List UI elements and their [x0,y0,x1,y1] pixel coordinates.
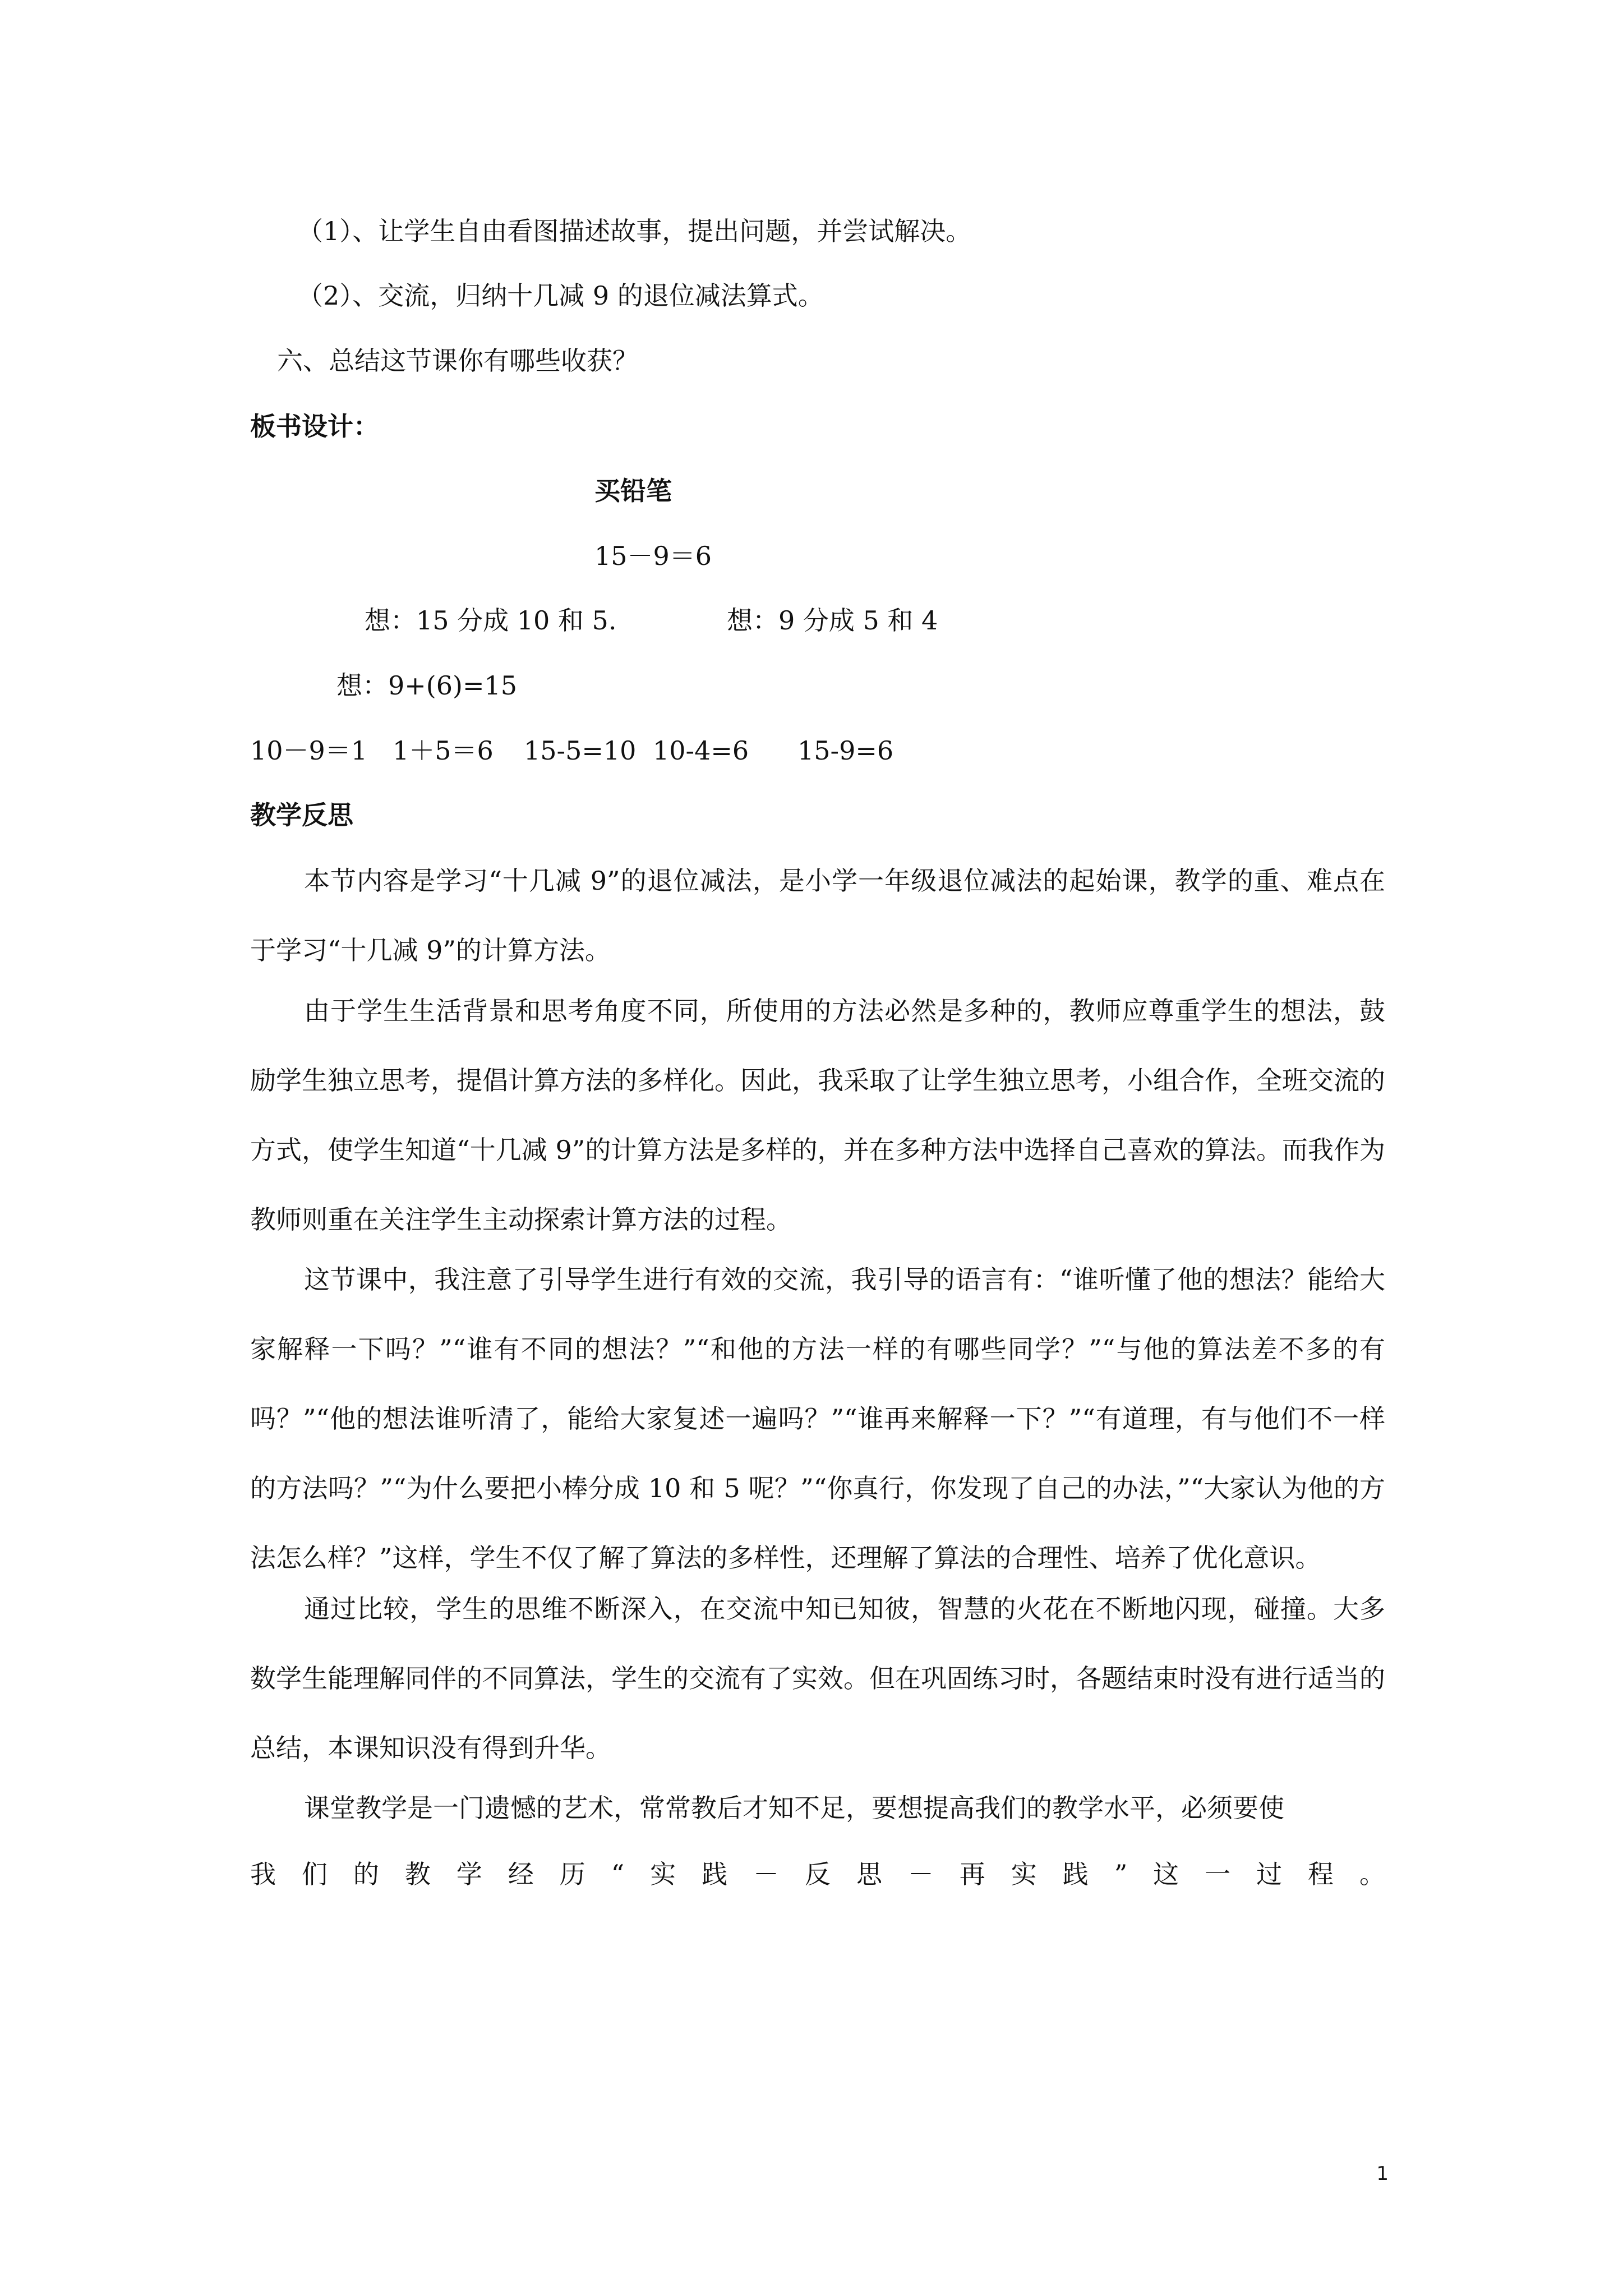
reflection-paragraph-3: 这节课中，我注意了引导学生进行有效的交流，我引导的语言有：“谁听懂了他的想法？能给大家解释一下吗？”“谁有不同的想法？”“和他的方法一样的有哪些同学？”“与他的算法差不多的有吗？”“他的想法谁听清了，能给大家复述一遍吗？”“谁再来解释一下？”“有道理，有与他们不一样的方法吗？”“为什么要把小棒分成 10 和 5 呢？”“你真行，你发现了自己的办法，”“大家认为他的方法怎么样？”这样，学生不仅了解了算法的多样性，还理解了算法的合理性、培养了优化意识。 [250,1264,1385,1573]
board-title: 买铅笔 [594,476,672,506]
calc-item: 1＋5＝6 [393,735,494,766]
board-think-add: 想：9+(6)=15 [336,670,518,701]
reflection-paragraph-4: 通过比较，学生的思维不断深入，在交流中知已知彼，智慧的火花在不断地闪现，碰撞。大多数学生能理解同伴的不同算法，学生的交流有了实效。但在巩固练习时，各题结束时没有进行适当的总结，本课知识没有得到升华。 [250,1594,1385,1763]
board-think-right: 想：9 分成 5 和 4 [727,605,938,636]
step-2: （2）、交流，归纳十几减 9 的退位减法算式。 [297,280,824,311]
step-1: （1）、让学生自由看图描述故事，提出问题，并尝试解决。 [297,216,972,246]
reflection-paragraph-2: 由于学生生活背景和思考角度不同，所使用的方法必然是多种的，教师应尊重学生的想法，鼓励学生独立思考，提倡计算方法的多样化。因此，我采取了让学生独立思考，小组合作，全班交流的方式，使学生知道“十几减 9”的计算方法是多样的，并在多种方法中选择自己喜欢的算法。而我作为教师则重在关注学生主动探索计算方法的过程。 [250,996,1385,1235]
reflection-paragraph-1: 本节内容是学习“十几减 9”的退位减法，是小学一年级退位减法的起始课，教学的重、难点在于学习“十几减 9”的计算方法。 [250,866,1385,965]
reflection-paragraph-5: 课堂教学是一门遗憾的艺术，常常教后才知不足，要想提高我们的教学水平，必须要使 [304,1793,1284,1823]
calc-item: 10－9＝1 [250,735,368,766]
page-number: 1 [1376,2162,1389,2185]
board-equation: 15－9＝6 [594,541,712,571]
calc-item: 10-4=6 [653,735,749,766]
section-6-summary: 六、总结这节课你有哪些收获？ [277,346,638,376]
reflection-last-line: 我们的教学经历“实践－反思－再实践”这一过程。 [250,1859,1385,1889]
calc-item: 15-9=6 [797,735,894,766]
reflection-heading: 教学反思 [250,800,353,830]
calc-item: 15-5=10 [524,735,637,766]
board-design-heading: 板书设计： [250,411,379,441]
board-think-left: 想：15 分成 10 和 5. [365,605,617,636]
